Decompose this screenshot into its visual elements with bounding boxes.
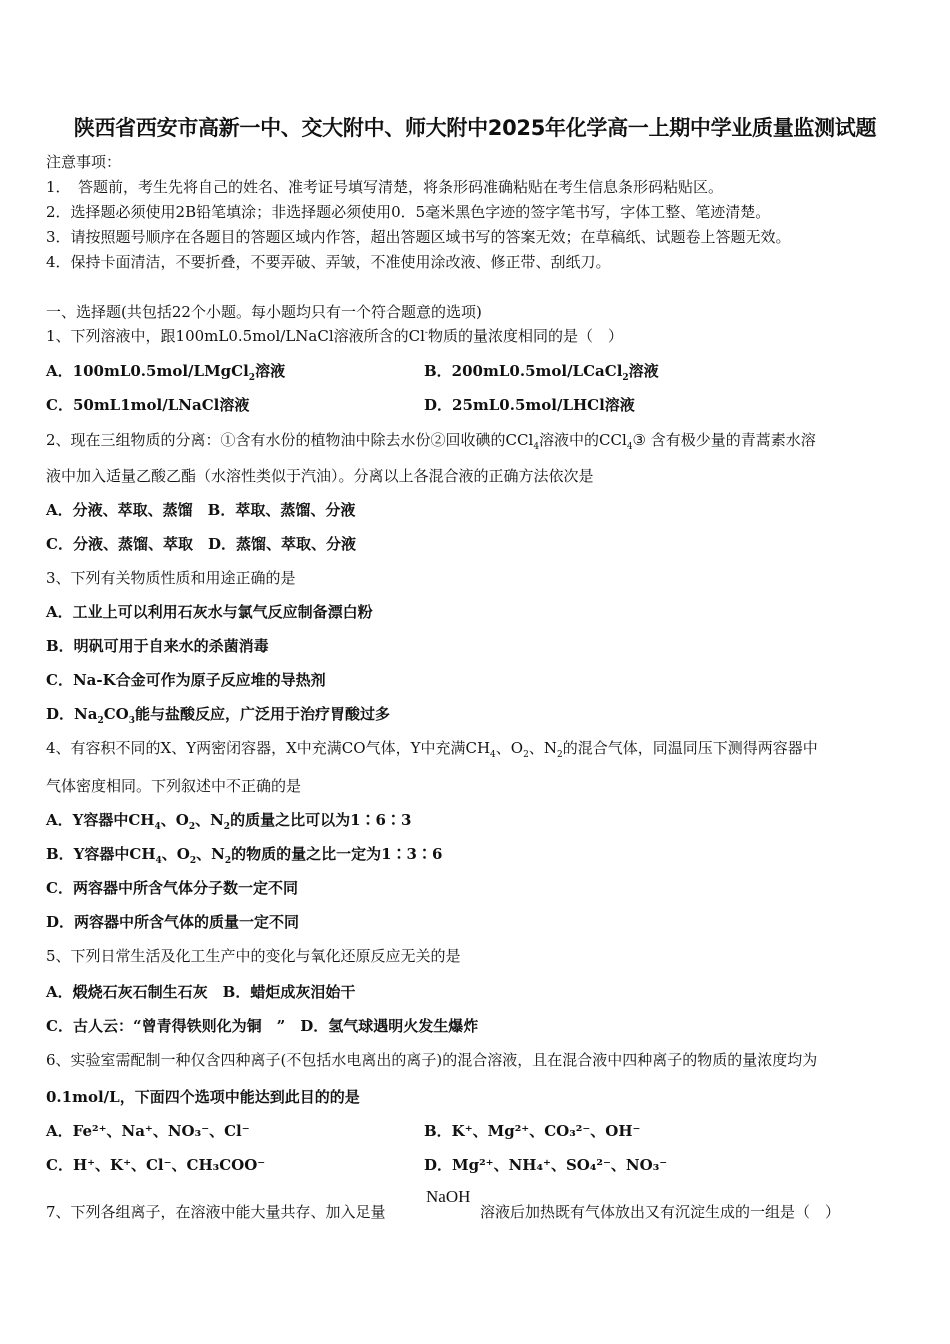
question-1-options-cd: [46, 396, 906, 414]
question-3-option-d[interactable]: D．$Na_2CO_3$能与盐酸反应，广泛用于治疗胃酸过多: [46, 705, 391, 726]
option-b[interactable]: B．200mL0.5mol/LCaCl$_2$溶液: [424, 362, 659, 383]
question-3-option-c[interactable]: C．Na-K合金可作为原子反应堆的导热剂: [46, 671, 326, 689]
notice-item-4: 4．保持卡面清洁，不要折叠，不要弄破、弄皱，不准使用涂改液、修正带、刮纸刀。: [46, 253, 611, 271]
question-6-options-ab: [46, 1122, 906, 1140]
question-3-option-a[interactable]: A．工业上可以利用石灰水与氯气反应制备漂白粉: [46, 603, 373, 621]
question-2-options-ab[interactable]: A．分液、萃取、蒸馏 B．萃取、蒸馏、分液: [46, 501, 356, 519]
question-3-stem: 3、下列有关物质性质和用途正确的是: [46, 569, 296, 587]
option-a[interactable]: A．100mL0.5mol/LMgCl$_2$溶液: [46, 362, 286, 383]
question-4-option-a[interactable]: A．Y容器中$CH_4$、$O_2$、$N_2$的质量之比可以为1∶6∶3: [46, 811, 412, 832]
question-5-stem: 5、下列日常生活及化工生产中的变化与氧化还原反应无关的是: [46, 947, 461, 965]
naoh-formula: NaOH: [426, 1187, 471, 1206]
option-d[interactable]: D．25mL0.5mol/LHCl溶液: [424, 396, 635, 414]
question-3-option-b[interactable]: B．明矾可用于自来水的杀菌消毒: [46, 637, 269, 655]
notice-item-1: 1． 答题前，考生先将自己的姓名、准考证号填写清楚，将条形码准确粘贴在考生信息条形码粘贴区。: [46, 178, 724, 196]
question-7-stem-b: 溶液后加热既有气体放出又有沉淀生成的一组是（ ）: [480, 1203, 841, 1221]
question-2-options-cd[interactable]: C．分液、蒸馏、萃取 D．蒸馏、萃取、分液: [46, 535, 356, 553]
question-4-option-c[interactable]: C．两容器中所含气体分子数一定不同: [46, 879, 298, 897]
question-6-stem-line1: 6、实验室需配制一种仅含四种离子(不包括水电离出的离子)的混合溶液，且在混合液中四种离子的物质的量浓度均为: [46, 1051, 818, 1069]
option-c[interactable]: C．50mL1mol/LNaCl溶液: [46, 396, 250, 414]
option-a[interactable]: A．Fe²⁺、Na⁺、NO₃⁻、Cl⁻: [46, 1122, 250, 1140]
question-4-stem-line1: 4、有容积不同的X、Y两密闭容器，X中充满CO气体，Y中充满$CH_4$、$O_2$、$N_2$的混合气体，同温同压下测得两容器中: [46, 739, 818, 760]
notice-heading: 注意事项：: [46, 153, 122, 171]
question-4-option-b[interactable]: B．Y容器中$CH_4$、$O_2$、$N_2$的物质的量之比一定为1∶3∶6: [46, 845, 443, 866]
question-1-stem: 1、下列溶液中，跟100mL0.5mol/LNaCl溶液所含的Cl-物质的量浓度相同的是（ ）: [46, 327, 623, 345]
question-6-stem-line2: 0.1mol/L，下面四个选项中能达到此目的的是: [46, 1088, 360, 1106]
option-c[interactable]: C．H⁺、K⁺、Cl⁻、CH₃COO⁻: [46, 1156, 266, 1174]
question-6-options-cd: [46, 1156, 906, 1174]
question-1-options-ab: [46, 362, 906, 383]
question-5-options-cd[interactable]: C．古人云：“曾青得铁则化为铜 ” D．氢气球遇明火发生爆炸: [46, 1017, 479, 1035]
question-2-stem-line2: 液中加入适量乙酸乙酯（水溶性类似于汽油）。分离以上各混合液的正确方法依次是: [46, 467, 594, 485]
option-b[interactable]: B．K⁺、Mg²⁺、CO₃²⁻、OH⁻: [424, 1122, 641, 1140]
question-7-stem-a: 7、下列各组离子，在溶液中能大量共存、加入足量: [46, 1203, 386, 1221]
section-heading: 一、选择题(共包括22个小题。每小题均只有一个符合题意的选项): [46, 303, 482, 321]
question-5-options-ab[interactable]: A．煅烧石灰石制生石灰 B．蜡炬成灰泪始干: [46, 983, 356, 1001]
page-title: 陕西省西安市高新一中、交大附中、师大附中2025年化学高一上期中学业质量监测试题: [73, 116, 877, 140]
notice-item-2: 2．选择题必须使用2B铅笔填涂；非选择题必须使用0．5毫米黑色字迹的签字笔书写，字体工整、笔迹清楚。: [46, 203, 771, 221]
question-4-stem-line2: 气体密度相同。下列叙述中不正确的是: [46, 777, 302, 795]
option-d[interactable]: D．Mg²⁺、NH₄⁺、SO₄²⁻、NO₃⁻: [424, 1156, 668, 1174]
question-2-stem-line1: 2、现在三组物质的分离：①含有水份的植物油中除去水份②回收碘的CCl$_4$溶液中的CCl$_4$③ 含有极少量的青蒿素水溶: [46, 431, 816, 452]
question-4-option-d[interactable]: D．两容器中所含气体的质量一定不同: [46, 913, 300, 931]
notice-item-3: 3．请按照题号顺序在各题目的答题区域内作答，超出答题区域书写的答案无效；在草稿纸、试题卷上答题无效。: [46, 228, 791, 246]
